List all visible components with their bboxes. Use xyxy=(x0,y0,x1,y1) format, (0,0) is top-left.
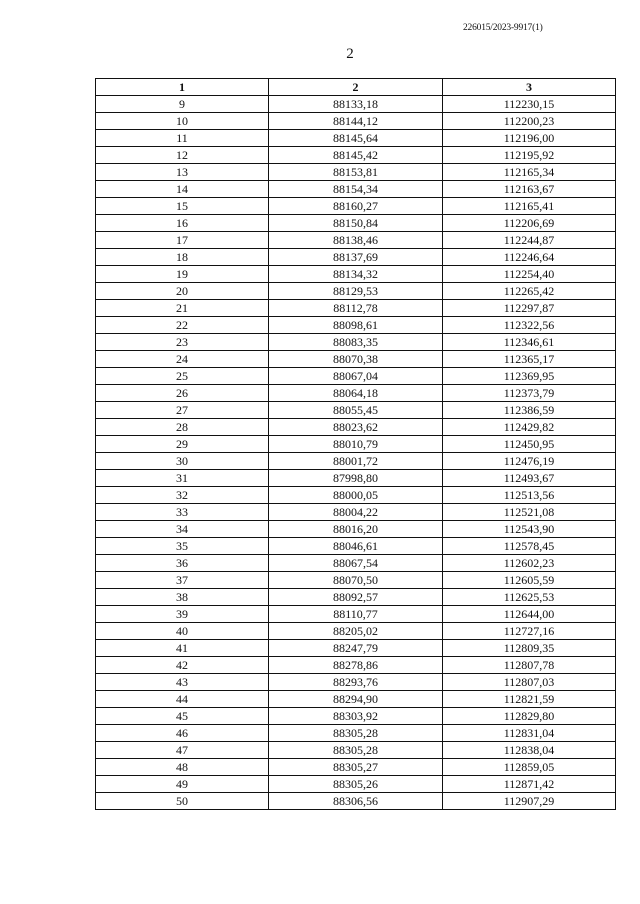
point-number-cell: 25 xyxy=(96,368,269,385)
table-header-row xyxy=(96,79,616,96)
y-coordinate-cell: 112429,82 xyxy=(443,419,616,436)
x-coordinate-cell: 88305,26 xyxy=(269,776,443,793)
column-header-1: 1 xyxy=(96,79,269,96)
document-id: 226015/2023-9917(1) xyxy=(463,23,543,33)
table-row xyxy=(96,453,616,470)
x-coordinate-cell: 88092,57 xyxy=(269,589,443,606)
point-number-cell: 27 xyxy=(96,402,269,419)
point-number-cell: 15 xyxy=(96,198,269,215)
table-row xyxy=(96,198,616,215)
point-number-cell: 45 xyxy=(96,708,269,725)
x-coordinate-cell: 88205,02 xyxy=(269,623,443,640)
y-coordinate-cell: 112373,79 xyxy=(443,385,616,402)
y-coordinate-cell: 112200,23 xyxy=(443,113,616,130)
table-row xyxy=(96,674,616,691)
y-coordinate-cell: 112625,53 xyxy=(443,589,616,606)
point-number-cell: 10 xyxy=(96,113,269,130)
y-coordinate-cell: 112246,64 xyxy=(443,249,616,266)
point-number-cell: 47 xyxy=(96,742,269,759)
table-row xyxy=(96,793,616,810)
y-coordinate-cell: 112578,45 xyxy=(443,538,616,555)
point-number-cell: 20 xyxy=(96,283,269,300)
table-row xyxy=(96,317,616,334)
x-coordinate-cell: 88294,90 xyxy=(269,691,443,708)
coordinates-table xyxy=(95,78,616,810)
x-coordinate-cell: 88293,76 xyxy=(269,674,443,691)
table-row xyxy=(96,402,616,419)
table-row xyxy=(96,555,616,572)
y-coordinate-cell: 112727,16 xyxy=(443,623,616,640)
point-number-cell: 36 xyxy=(96,555,269,572)
x-coordinate-cell: 88023,62 xyxy=(269,419,443,436)
y-coordinate-cell: 112163,67 xyxy=(443,181,616,198)
table-row xyxy=(96,725,616,742)
x-coordinate-cell: 88016,20 xyxy=(269,521,443,538)
y-coordinate-cell: 112165,41 xyxy=(443,198,616,215)
y-coordinate-cell: 112195,92 xyxy=(443,147,616,164)
point-number-cell: 13 xyxy=(96,164,269,181)
table-row xyxy=(96,776,616,793)
point-number-cell: 42 xyxy=(96,657,269,674)
point-number-cell: 22 xyxy=(96,317,269,334)
y-coordinate-cell: 112254,40 xyxy=(443,266,616,283)
x-coordinate-cell: 88305,28 xyxy=(269,725,443,742)
table-row xyxy=(96,538,616,555)
y-coordinate-cell: 112513,56 xyxy=(443,487,616,504)
y-coordinate-cell: 112365,17 xyxy=(443,351,616,368)
y-coordinate-cell: 112821,59 xyxy=(443,691,616,708)
table-row xyxy=(96,113,616,130)
x-coordinate-cell: 88133,18 xyxy=(269,96,443,113)
point-number-cell: 38 xyxy=(96,589,269,606)
table-row xyxy=(96,487,616,504)
point-number-cell: 14 xyxy=(96,181,269,198)
point-number-cell: 9 xyxy=(96,96,269,113)
page-number: 2 xyxy=(346,46,354,62)
table-row xyxy=(96,181,616,198)
y-coordinate-cell: 112450,95 xyxy=(443,436,616,453)
x-coordinate-cell: 88138,46 xyxy=(269,232,443,249)
point-number-cell: 49 xyxy=(96,776,269,793)
x-coordinate-cell: 88110,77 xyxy=(269,606,443,623)
point-number-cell: 40 xyxy=(96,623,269,640)
table-body xyxy=(96,96,616,810)
point-number-cell: 32 xyxy=(96,487,269,504)
point-number-cell: 46 xyxy=(96,725,269,742)
point-number-cell: 11 xyxy=(96,130,269,147)
x-coordinate-cell: 88055,45 xyxy=(269,402,443,419)
point-number-cell: 41 xyxy=(96,640,269,657)
x-coordinate-cell: 88098,61 xyxy=(269,317,443,334)
y-coordinate-cell: 112859,05 xyxy=(443,759,616,776)
y-coordinate-cell: 112322,56 xyxy=(443,317,616,334)
y-coordinate-cell: 112206,69 xyxy=(443,215,616,232)
y-coordinate-cell: 112907,29 xyxy=(443,793,616,810)
y-coordinate-cell: 112831,04 xyxy=(443,725,616,742)
x-coordinate-cell: 88305,28 xyxy=(269,742,443,759)
x-coordinate-cell: 88112,78 xyxy=(269,300,443,317)
x-coordinate-cell: 88000,05 xyxy=(269,487,443,504)
point-number-cell: 28 xyxy=(96,419,269,436)
table-row xyxy=(96,419,616,436)
point-number-cell: 35 xyxy=(96,538,269,555)
x-coordinate-cell: 88154,34 xyxy=(269,181,443,198)
x-coordinate-cell: 88137,69 xyxy=(269,249,443,266)
point-number-cell: 34 xyxy=(96,521,269,538)
x-coordinate-cell: 88306,56 xyxy=(269,793,443,810)
table-row xyxy=(96,215,616,232)
point-number-cell: 24 xyxy=(96,351,269,368)
table-row xyxy=(96,521,616,538)
x-coordinate-cell: 88067,04 xyxy=(269,368,443,385)
y-coordinate-cell: 112476,19 xyxy=(443,453,616,470)
x-coordinate-cell: 88145,42 xyxy=(269,147,443,164)
table-row xyxy=(96,436,616,453)
y-coordinate-cell: 112543,90 xyxy=(443,521,616,538)
y-coordinate-cell: 112297,87 xyxy=(443,300,616,317)
table-row xyxy=(96,657,616,674)
point-number-cell: 12 xyxy=(96,147,269,164)
y-coordinate-cell: 112871,42 xyxy=(443,776,616,793)
y-coordinate-cell: 112807,78 xyxy=(443,657,616,674)
x-coordinate-cell: 88001,72 xyxy=(269,453,443,470)
table-row xyxy=(96,742,616,759)
y-coordinate-cell: 112809,35 xyxy=(443,640,616,657)
point-number-cell: 21 xyxy=(96,300,269,317)
point-number-cell: 17 xyxy=(96,232,269,249)
table-row xyxy=(96,759,616,776)
table-row xyxy=(96,708,616,725)
point-number-cell: 39 xyxy=(96,606,269,623)
point-number-cell: 18 xyxy=(96,249,269,266)
table-row xyxy=(96,640,616,657)
x-coordinate-cell: 88145,64 xyxy=(269,130,443,147)
y-coordinate-cell: 112196,00 xyxy=(443,130,616,147)
table-row xyxy=(96,351,616,368)
y-coordinate-cell: 112521,08 xyxy=(443,504,616,521)
point-number-cell: 33 xyxy=(96,504,269,521)
table-row xyxy=(96,96,616,113)
x-coordinate-cell: 88305,27 xyxy=(269,759,443,776)
point-number-cell: 44 xyxy=(96,691,269,708)
table-row xyxy=(96,368,616,385)
x-coordinate-cell: 88303,92 xyxy=(269,708,443,725)
y-coordinate-cell: 112244,87 xyxy=(443,232,616,249)
point-number-cell: 26 xyxy=(96,385,269,402)
y-coordinate-cell: 112605,59 xyxy=(443,572,616,589)
x-coordinate-cell: 88010,79 xyxy=(269,436,443,453)
y-coordinate-cell: 112493,67 xyxy=(443,470,616,487)
y-coordinate-cell: 112369,95 xyxy=(443,368,616,385)
y-coordinate-cell: 112602,23 xyxy=(443,555,616,572)
table-row xyxy=(96,147,616,164)
point-number-cell: 43 xyxy=(96,674,269,691)
point-number-cell: 29 xyxy=(96,436,269,453)
point-number-cell: 37 xyxy=(96,572,269,589)
y-coordinate-cell: 112265,42 xyxy=(443,283,616,300)
y-coordinate-cell: 112644,00 xyxy=(443,606,616,623)
x-coordinate-cell: 88046,61 xyxy=(269,538,443,555)
x-coordinate-cell: 88160,27 xyxy=(269,198,443,215)
y-coordinate-cell: 112386,59 xyxy=(443,402,616,419)
x-coordinate-cell: 87998,80 xyxy=(269,470,443,487)
y-coordinate-cell: 112807,03 xyxy=(443,674,616,691)
table-row xyxy=(96,691,616,708)
x-coordinate-cell: 88134,32 xyxy=(269,266,443,283)
y-coordinate-cell: 112346,61 xyxy=(443,334,616,351)
point-number-cell: 30 xyxy=(96,453,269,470)
table-row xyxy=(96,504,616,521)
x-coordinate-cell: 88247,79 xyxy=(269,640,443,657)
column-header-2: 2 xyxy=(269,79,443,96)
point-number-cell: 16 xyxy=(96,215,269,232)
x-coordinate-cell: 88278,86 xyxy=(269,657,443,674)
x-coordinate-cell: 88067,54 xyxy=(269,555,443,572)
table-row xyxy=(96,232,616,249)
point-number-cell: 48 xyxy=(96,759,269,776)
x-coordinate-cell: 88150,84 xyxy=(269,215,443,232)
point-number-cell: 19 xyxy=(96,266,269,283)
x-coordinate-cell: 88004,22 xyxy=(269,504,443,521)
x-coordinate-cell: 88064,18 xyxy=(269,385,443,402)
table-row xyxy=(96,470,616,487)
y-coordinate-cell: 112829,80 xyxy=(443,708,616,725)
table-row xyxy=(96,334,616,351)
table-row xyxy=(96,623,616,640)
column-header-3: 3 xyxy=(443,79,616,96)
table-row xyxy=(96,283,616,300)
y-coordinate-cell: 112838,04 xyxy=(443,742,616,759)
point-number-cell: 31 xyxy=(96,470,269,487)
x-coordinate-cell: 88070,50 xyxy=(269,572,443,589)
x-coordinate-cell: 88144,12 xyxy=(269,113,443,130)
x-coordinate-cell: 88129,53 xyxy=(269,283,443,300)
y-coordinate-cell: 112230,15 xyxy=(443,96,616,113)
x-coordinate-cell: 88083,35 xyxy=(269,334,443,351)
x-coordinate-cell: 88070,38 xyxy=(269,351,443,368)
table-row xyxy=(96,266,616,283)
table-row xyxy=(96,572,616,589)
y-coordinate-cell: 112165,34 xyxy=(443,164,616,181)
table-row xyxy=(96,300,616,317)
x-coordinate-cell: 88153,81 xyxy=(269,164,443,181)
table-row xyxy=(96,130,616,147)
point-number-cell: 50 xyxy=(96,793,269,810)
point-number-cell: 23 xyxy=(96,334,269,351)
table-row xyxy=(96,249,616,266)
table-row xyxy=(96,385,616,402)
table-row xyxy=(96,589,616,606)
table-row xyxy=(96,606,616,623)
table-row xyxy=(96,164,616,181)
